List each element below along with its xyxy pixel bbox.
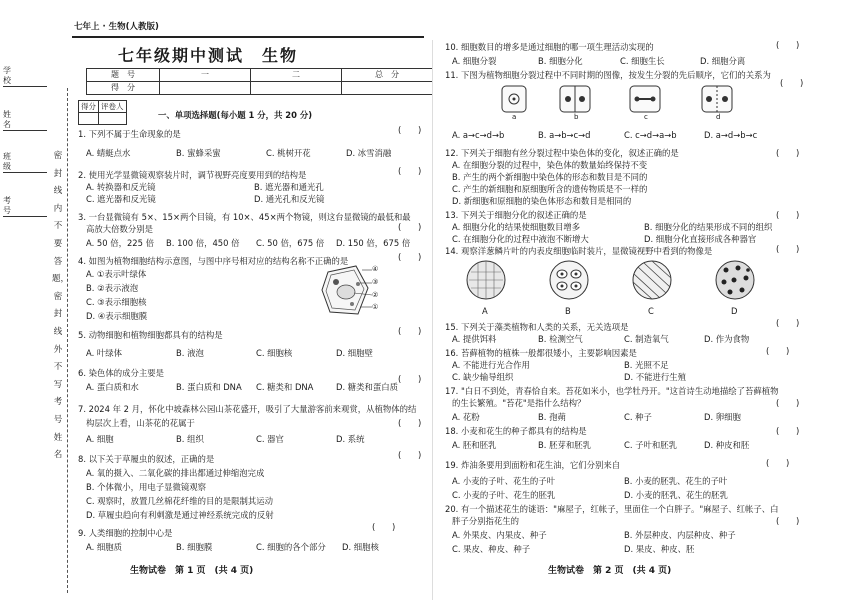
marker-table (78, 100, 127, 125)
option: A. 提供饵料 (452, 334, 497, 344)
option: C. 细胞生长 (620, 56, 665, 66)
option: B. 外层种皮、内层种皮、种子 (624, 530, 736, 540)
option: A. 转换器和反光镜 (86, 182, 156, 192)
option: D. 系统 (336, 434, 365, 444)
option: A. 在细胞分裂的过程中，染色体的数量始终保持不变 (452, 160, 648, 170)
seal-line-text: 密封线内不要答题，密封线外不写考号姓名 (52, 151, 70, 461)
edition-tag: 七年上 · 生物(人教版) (74, 22, 159, 32)
option: B. 个体微小，用电子显微镜观察 (86, 482, 206, 492)
school-field[interactable]: 学 校 (3, 66, 47, 85)
class-field[interactable]: 班 级 (3, 152, 47, 171)
option: B (565, 306, 571, 316)
option: A. 细胞 (86, 434, 114, 444)
option: A. 氧的摄入、二氧化碳的排出都通过伸缩泡完成 (86, 468, 265, 478)
figure-label: d (716, 113, 721, 121)
option: C. 器官 (256, 434, 284, 444)
option: B. 孢蒴 (538, 412, 566, 422)
answer-blank[interactable]: ( ) (776, 516, 800, 526)
option: A. 外果皮、内果皮、种子 (452, 530, 547, 540)
option: B. 细胞分化 (538, 56, 583, 66)
question-stem: 8. 以下关于草履虫的叙述，正确的是 (78, 454, 215, 464)
option: D. 小麦的胚乳、花生的胚乳 (624, 490, 728, 500)
marker-cell[interactable] (79, 113, 99, 125)
score-cell[interactable] (251, 82, 342, 95)
option: D (731, 306, 738, 316)
option: C (648, 306, 654, 316)
page-footer: 生物试卷 第 2 页 (共 4 页) (548, 566, 672, 576)
score-cell[interactable] (342, 82, 433, 95)
question-stem: 6. 染色体的成分主要是 (78, 368, 165, 378)
option: C. 桃树开花 (266, 148, 311, 158)
option: C. 细胞的各个部分 (256, 542, 326, 552)
option: B. 蛋白质和 DNA (176, 382, 242, 392)
option: A. 50 倍，225 倍 (86, 238, 154, 248)
option: A. 花粉 (452, 412, 480, 422)
option: C. 缺少输导组织 (452, 372, 514, 382)
option: A. 细胞质 (86, 542, 123, 552)
answer-blank[interactable]: ( ) (776, 148, 800, 158)
microscope-views-figure (466, 258, 766, 306)
answer-blank[interactable]: ( ) (776, 318, 800, 328)
option: C. 产生的新细胞和原细胞所含的遗传物质是不一样的 (452, 184, 648, 194)
option: A. 不能进行光合作用 (452, 360, 530, 370)
option: D. 通光孔和反光镜 (254, 194, 325, 204)
option: B. 组织 (176, 434, 204, 444)
name-field[interactable]: 姓 名 (3, 110, 47, 129)
option: C. 种子 (624, 412, 652, 422)
answer-blank[interactable]: ( ) (398, 326, 422, 336)
option: D. 新细胞和原细胞的染色体形态和数目是相同的 (452, 196, 632, 206)
answer-blank[interactable]: ( ) (776, 244, 800, 254)
question-stem: 4. 如图为植物细胞结构示意图，与图中序号相对应的结构名称不正确的是 (78, 256, 349, 266)
question-stem: 9. 人类细胞的控制中心是 (78, 528, 173, 538)
question-stem: 的生长繁殖。"苔花"是指什么结构？ (452, 398, 586, 408)
option: B. 遮光器和通光孔 (254, 182, 324, 192)
answer-blank[interactable]: ( ) (776, 40, 800, 50)
score-row-label: 得 分 (87, 82, 160, 95)
answer-blank[interactable]: ( ) (766, 346, 790, 356)
option: B. a→b→c→d (538, 130, 591, 140)
answer-blank[interactable]: ( ) (398, 222, 422, 232)
exam-number-field[interactable]: 考 号 (3, 196, 47, 215)
option: B. 细胞膜 (176, 542, 213, 552)
option: D. 果皮、种皮、胚 (624, 544, 695, 554)
answer-blank[interactable]: ( ) (398, 374, 422, 384)
question-stem: 14. 观察洋葱鳞片叶的内表皮细胞临时装片，显微镜视野中看到的物像是 (445, 246, 713, 256)
score-table (86, 68, 433, 95)
option: A. 小麦的子叶、花生的子叶 (452, 476, 556, 486)
option: D. 细胞分离 (700, 56, 746, 66)
option: B. 胚芽和胚乳 (538, 440, 591, 450)
question-stem: 16. 苔藓植物的植株一般都很矮小，主要影响因素是 (445, 348, 637, 358)
answer-blank[interactable]: ( ) (398, 125, 422, 135)
question-stem: 10. 细胞数目的增多是通过细胞的哪一项生理活动实现的 (445, 42, 654, 52)
figure-label: a (512, 113, 517, 121)
option: C. 果皮、种皮、种子 (452, 544, 531, 554)
answer-blank[interactable]: ( ) (372, 522, 396, 532)
question-stem: 18. 小麦和花生的种子都具有的结构是 (445, 426, 587, 436)
answer-blank[interactable]: ( ) (776, 210, 800, 220)
option: A. ①表示叶绿体 (86, 269, 147, 279)
option: B. 小麦的胚乳、花生的子叶 (624, 476, 728, 486)
option: A. 细胞分化的结果使细胞数目增多 (452, 222, 581, 232)
option: A. a→c→d→b (452, 130, 505, 140)
score-header: 总 分 (342, 69, 433, 82)
answer-blank[interactable]: ( ) (398, 418, 422, 428)
option: D. 作为食物 (704, 334, 750, 344)
option: B. 细胞分化的结果形成不同的组织 (644, 222, 773, 232)
option: A. 胚和胚乳 (452, 440, 497, 450)
score-header: 二 (251, 69, 342, 82)
option: C. 50 倍，675 倍 (256, 238, 325, 248)
option: B. 液泡 (176, 348, 204, 358)
seal-dashed-line (67, 88, 68, 593)
question-stem: 17. "白日不到处，青春恰自来。苔花如米小，也学牡丹开。"这首诗生动地描绘了苔藓植物 (445, 386, 779, 396)
option: B. 光照不足 (624, 360, 669, 370)
marker-cell[interactable] (99, 113, 127, 125)
option: D. ④表示细胞膜 (86, 311, 148, 321)
question-stem: 构层次上看，山茶花的花属于 (86, 418, 195, 428)
option: C. 小麦的子叶、花生的胚乳 (452, 490, 556, 500)
answer-blank[interactable]: ( ) (780, 78, 804, 88)
option: D. 细胞壁 (336, 348, 373, 358)
option: D. 草履虫趋向有利刺激是通过神经系统完成的反射 (86, 510, 274, 520)
marker-header: 评卷人 (99, 101, 127, 113)
score-header: 题 号 (87, 69, 160, 82)
score-header: 一 (160, 69, 251, 82)
option: A (482, 306, 488, 316)
option: D. 细胞核 (342, 542, 379, 552)
option: D. 不能进行生殖 (624, 372, 687, 382)
question-stem: 13. 下列关于细胞分化的叙述正确的是 (445, 210, 587, 220)
option: C. ③表示细胞核 (86, 297, 147, 307)
question-stem: 2. 使用光学显微镜观察装片时，调节视野亮度要用到的结构是 (78, 170, 307, 180)
option: D. 细胞分化直接形成各种器官 (644, 234, 757, 244)
option: B. 检测空气 (538, 334, 583, 344)
question-stem: 20. 有一个描述花生的谜语："麻屋子，红帐子，里面住一个白胖子。"麻屋子、红帐子、白 (445, 504, 779, 514)
option: C. 制造氧气 (624, 334, 669, 344)
page-title: 七年级期中测试 生物 (118, 46, 299, 65)
question-stem: 胖子分别指花生的 (452, 516, 519, 526)
marker-header: 得分 (79, 101, 99, 113)
question-stem: 5. 动物细胞和植物细胞都具有的结构是 (78, 330, 223, 340)
option: B. 100 倍，450 倍 (166, 238, 240, 248)
option: D. 种皮和胚 (704, 440, 750, 450)
option: D. 150 倍，675 倍 (336, 238, 411, 248)
option: B. 蜜蜂采蜜 (176, 148, 221, 158)
figure-label: ④ (372, 265, 379, 273)
figure-label: ③ (372, 278, 379, 286)
option: C. c→d→a→b (624, 130, 677, 140)
figure-label: b (574, 113, 579, 121)
option: A. 叶绿体 (86, 348, 123, 358)
option: B. 产生的两个新细胞中染色体的形态和数目是不同的 (452, 172, 648, 182)
option: D. a→d→b→c (704, 130, 758, 140)
score-cell[interactable] (160, 82, 251, 95)
question-stem: 19. 炸油条要用到面粉和花生油，它们分别来自 (445, 460, 621, 470)
option: C. 细胞核 (256, 348, 293, 358)
question-stem: 12. 下列关于细胞有丝分裂过程中染色体的变化，叙述正确的是 (445, 148, 679, 158)
answer-blank[interactable]: ( ) (398, 252, 422, 262)
option: C. 在细胞分化的过程中液泡不断增大 (452, 234, 589, 244)
option: A. 细胞分裂 (452, 56, 497, 66)
question-stem: 3. 一台显微镜有 5×、15×两个目镜，有 10×、45×两个物镜，则这台显微镜的最低和最 (78, 212, 411, 222)
option: A. 蜻蜓点水 (86, 148, 131, 158)
question-stem: 11. 下图为植物细胞分裂过程中不同时期的图像，按发生分裂的先后顺序，它们的关系为 (445, 70, 771, 80)
option: A. 蛋白质和水 (86, 382, 139, 392)
answer-blank[interactable]: ( ) (766, 458, 790, 468)
cell-division-figure (498, 84, 778, 120)
answer-blank[interactable]: ( ) (398, 450, 422, 460)
column-divider (432, 40, 433, 600)
option: B. ②表示液泡 (86, 283, 139, 293)
question-stem: 7. 2024 年 2 月，怀化中坡森林公园山茶花盛开，吸引了大量游客前来观赏，从植物体的结 (78, 404, 417, 414)
question-stem: 高放大倍数分别是 (86, 224, 153, 234)
option: C. 子叶和胚乳 (624, 440, 678, 450)
option: C. 遮光器和反光镜 (86, 194, 156, 204)
figure-label: ① (372, 303, 379, 311)
option: D. 冰雪消融 (346, 148, 392, 158)
section-heading: 一、单项选择题(每小题 1 分，共 20 分) (158, 110, 313, 120)
figure-label: c (644, 113, 648, 121)
option: C. 糖类和 DNA (256, 382, 314, 392)
plant-cell-figure (318, 262, 378, 320)
option: D. 卵细胞 (704, 412, 741, 422)
question-stem: 15. 下列关于藻类植物和人类的关系，无关选项是 (445, 322, 629, 332)
page-footer: 生物试卷 第 1 页 (共 4 页) (130, 566, 254, 576)
answer-blank[interactable]: ( ) (776, 398, 800, 408)
answer-blank[interactable]: ( ) (776, 426, 800, 436)
question-stem: 1. 下列不属于生命现象的是 (78, 129, 181, 139)
figure-label: ② (372, 291, 379, 299)
option: D. 糖类和蛋白质 (336, 382, 399, 392)
option: C. 观察时，放置几丝棉花纤维的目的是限制其运动 (86, 496, 274, 506)
header-rule (72, 36, 424, 38)
answer-blank[interactable]: ( ) (398, 166, 422, 176)
